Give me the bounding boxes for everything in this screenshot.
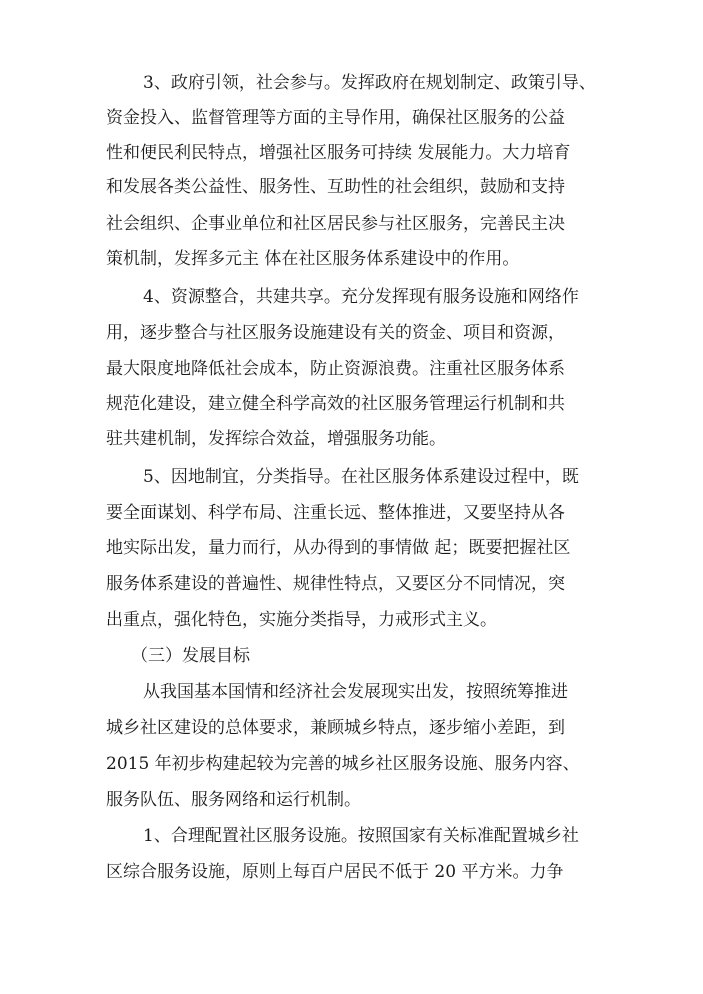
text-line: 用，逐步整合与社区服务设施建设有关的资金、项目和资源， [106, 323, 565, 343]
text-line: 驻共建机制，发挥综合效益，增强服务功能。 [106, 429, 446, 449]
text-line: 4、资源整合，共建共享。充分发挥现有服务设施和网络作 [143, 287, 579, 307]
text-line: 规范化建设，建立健全科学高效的社区服务管理运行机制和共 [106, 394, 565, 414]
text-line: 区综合服务设施，原则上每百户居民不低于 20 平方米。力争 [106, 862, 564, 882]
text-line: 从我国基本国情和经济社会发展现实出发，按照统筹推进 [143, 682, 568, 702]
text-line: 出重点，强化特色，实施分类指导，力戒形式主义。 [106, 610, 497, 630]
text-line: 1、合理配置社区服务设施。按照国家有关标准配置城乡社 [143, 826, 579, 846]
text-line: 5、因地制宜，分类指导。在社区服务体系建设过程中，既 [143, 467, 579, 487]
text-line: 最大限度地降低社会成本，防止资源浪费。注重社区服务体系 [106, 359, 565, 379]
text-line: 服务队伍、服务网络和运行机制。 [106, 790, 361, 810]
text-line: 社会组织、企事业单位和社区居民参与社区服务，完善民主决 [106, 214, 565, 234]
text-line: 地实际出发，量力而行，从办得到的事情做 起；既要把握社区 [106, 538, 571, 558]
text-line: 3、政府引领，社会参与。发挥政府在规划制定、政策引导、 [143, 73, 596, 93]
text-line: 性和便民利民特点，增强社区服务可持续 发展能力。大力培育 [106, 143, 571, 163]
text-line: 要全面谋划、科学布局、注重长远、整体推进，又要坚持从各 [106, 503, 565, 523]
text-line: 城乡社区建设的总体要求，兼顾城乡特点，逐步缩小差距，到 [106, 718, 565, 738]
text-line: 服务体系建设的普遍性、规律性特点，又要区分不同情况，突 [106, 574, 565, 594]
text-line: 和发展各类公益性、服务性、互助性的社会组织，鼓励和支持 [106, 177, 565, 197]
text-line: 策机制，发挥多元主 体在社区服务体系建设中的作用。 [106, 249, 520, 269]
text-line: 2015 年初步构建起较为完善的城乡社区服务设施、服务内容、 [106, 754, 580, 774]
text-line: 资金投入、监督管理等方面的主导作用，确保社区服务的公益 [106, 108, 565, 128]
section-heading: （三）发展目标 [131, 646, 250, 666]
